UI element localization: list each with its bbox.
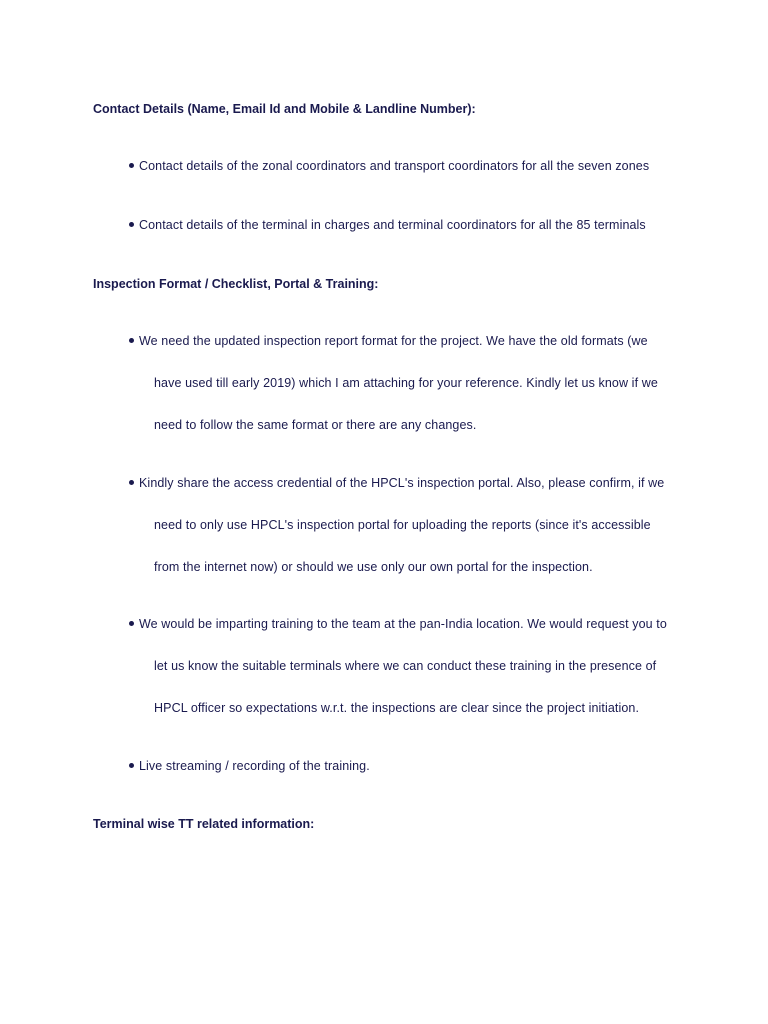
list-item-text: Contact details of the zonal coordinators and transport coordinators for all the seven zones	[139, 159, 650, 173]
bullet-icon	[129, 480, 134, 485]
list-item-continuation: need to only use HPCL's inspection portal for uploading the reports (since it's accessible	[154, 518, 651, 532]
list-item-text: Contact details of the terminal in charges and terminal coordinators for all the 85 terminals	[139, 218, 646, 232]
bullet-icon	[129, 621, 134, 626]
section-heading-contact-details: Contact Details (Name, Email Id and Mobile & Landline Number):	[93, 102, 476, 116]
list-item	[129, 334, 648, 348]
list-item	[129, 617, 667, 631]
list-item	[129, 218, 646, 232]
list-item-text: We need the updated inspection report format for the project. We have the old formats (we	[139, 334, 648, 348]
section-heading-terminal-info: Terminal wise TT related information:	[93, 817, 315, 831]
list-item-continuation: let us know the suitable terminals where we can conduct these training in the presence of	[154, 659, 657, 673]
list-item-continuation: from the internet now) or should we use only our own portal for the inspection.	[154, 560, 593, 574]
bullet-icon	[129, 222, 134, 227]
list-item-continuation: HPCL officer so expectations w.r.t. the inspections are clear since the project initiation.	[154, 701, 640, 715]
bullet-icon	[129, 338, 134, 343]
list-item-continuation: have used till early 2019) which I am attaching for your reference. Kindly let us know if we	[154, 376, 658, 390]
list-item	[129, 759, 370, 773]
list-item-text: Kindly share the access credential of the HPCL's inspection portal. Also, please confirm, if we	[139, 476, 665, 490]
section-heading-inspection-format: Inspection Format / Checklist, Portal & Training:	[93, 277, 379, 291]
bullet-icon	[129, 763, 134, 768]
list-item-continuation: need to follow the same format or there are any changes.	[154, 418, 477, 432]
list-item-text: Live streaming / recording of the training.	[139, 759, 370, 773]
bullet-icon	[129, 163, 134, 168]
list-item-text: We would be imparting training to the team at the pan-India location. We would request you to	[139, 617, 667, 631]
list-item	[129, 476, 664, 490]
list-item	[129, 159, 649, 173]
